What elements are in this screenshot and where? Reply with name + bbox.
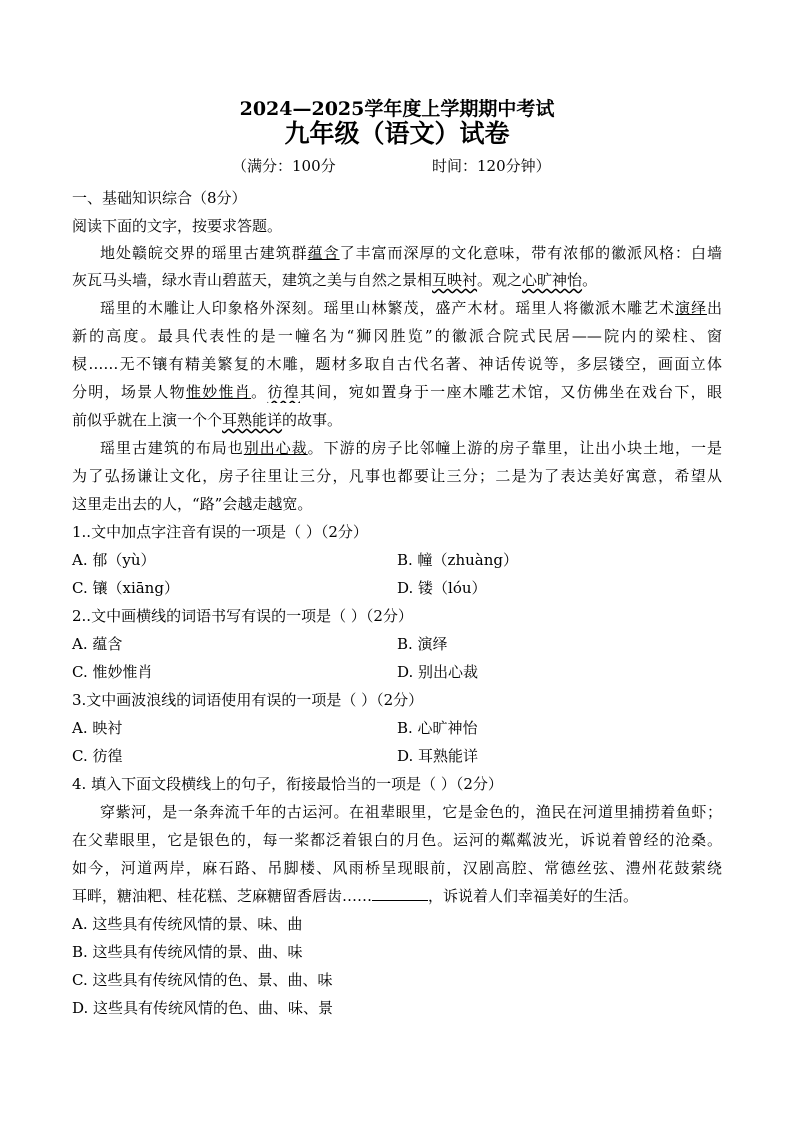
q2-option-b[interactable]: B. 演绎 bbox=[397, 635, 448, 653]
q3-option-a[interactable]: A. 映衬 bbox=[72, 719, 123, 737]
wavy-word: 耳熟能详 bbox=[222, 411, 283, 429]
q1-option-a[interactable]: A. 郁（yù） bbox=[72, 551, 156, 569]
section-heading: 一、基础知识综合（8分） bbox=[72, 189, 247, 207]
exam-title-year: 2024—2025学年度上学期期中考试 bbox=[239, 98, 555, 120]
dotted-character: 幢 bbox=[294, 327, 313, 345]
exam-title-subject: 九年级（语文）试卷 bbox=[284, 119, 510, 148]
wavy-word: 互映衬 bbox=[432, 271, 478, 289]
question-4-stem: 4. 填入下面文段横线上的句子，衔接最恰当的一项是（ ）（2分） bbox=[72, 775, 503, 793]
q1-option-d[interactable]: D. 镂（lóu） bbox=[397, 579, 487, 597]
passage-line: 瑶里的木雕让人印象格外深刻。瑶里山林繁茂，盛产木材。瑶里人将徽派木雕艺术演绎出 bbox=[100, 299, 722, 317]
underlined-word: 惟妙惟肖 bbox=[185, 383, 252, 401]
q4-option-a[interactable]: A. 这些具有传统风情的景、味、曲 bbox=[72, 915, 303, 933]
exam-time: 时间：120分钟） bbox=[432, 157, 551, 175]
dotted-character: 镂 bbox=[609, 355, 626, 373]
question-1-stem: 1..文中加点字注音有误的一项是（ ）（2分） bbox=[72, 523, 368, 541]
q2-option-c[interactable]: C. 惟妙惟肖 bbox=[72, 663, 153, 681]
q4-option-c[interactable]: C. 这些具有传统风情的色、景、曲、味 bbox=[72, 971, 333, 989]
q4-option-b[interactable]: B. 这些具有传统风情的景、曲、味 bbox=[72, 943, 303, 961]
passage-line: 这里走出去的人，“路”会越走越宽。 bbox=[72, 495, 313, 513]
q4-passage-line: 耳畔，糖油粑、桂花糕、芝麻糖留香唇齿…… ，诉说着人们幸福美好的生活。 bbox=[72, 887, 639, 905]
question-2-stem: 2..文中画横线的词语书写有误的一项是（ ）（2分） bbox=[72, 607, 413, 625]
q3-option-b[interactable]: B. 心旷神怡 bbox=[397, 719, 478, 737]
passage-line: 前似乎就在上演一个个耳熟能详的故事。 bbox=[72, 411, 343, 429]
passage-line: 瑶里古建筑的布局也别出心裁。下游的房子比邻幢上游的房子靠里，让出小块土地，一是 bbox=[100, 439, 722, 457]
q4-option-d[interactable]: D. 这些具有传统风情的色、曲、味、景 bbox=[72, 999, 334, 1017]
passage-line: 棂……无不镶有精美繁复的木雕，题材多取自古代名著、神话传说等，多层镂空，画面立体 bbox=[72, 355, 722, 373]
underlined-word: 蕴含 bbox=[307, 244, 340, 262]
dotted-character: 镶 bbox=[152, 355, 169, 373]
q1-option-c[interactable]: C. 镶（xiāng） bbox=[72, 579, 179, 597]
q3-option-d[interactable]: D. 耳熟能详 bbox=[397, 747, 479, 765]
underlined-word: 演绎 bbox=[675, 299, 707, 317]
reading-instruction: 阅读下面的文字，按要求答题。 bbox=[72, 217, 283, 235]
answer-blank[interactable] bbox=[372, 885, 428, 901]
q1-option-b[interactable]: B. 幢（zhuàng） bbox=[397, 551, 518, 569]
q3-option-c[interactable]: C. 彷徨 bbox=[72, 747, 123, 765]
q2-option-a[interactable]: A. 蕴含 bbox=[72, 635, 123, 653]
underlined-word: 别出心裁 bbox=[243, 439, 308, 457]
question-3-stem: 3.文中画波浪线的词语使用有误的一项是（ ）（2分） bbox=[72, 691, 424, 709]
passage-line: 分明，场景人物惟妙惟肖。彷徨其间，宛如置身于一座木雕艺术馆，又仿佛坐在戏台下，眼 bbox=[72, 383, 722, 401]
wavy-word: 彷徨 bbox=[267, 383, 300, 401]
passage-line: 地处赣皖交界的瑶里古建筑群蕴含了丰富而深厚的文化意味，带有浓郁的徽派风格：白墙 bbox=[100, 244, 722, 262]
q2-option-d[interactable]: D. 别出心裁 bbox=[397, 663, 479, 681]
wavy-word: 心旷神怡 bbox=[522, 271, 583, 289]
full-score: （满分：100分 bbox=[232, 157, 336, 175]
passage-line: 新的高度。最具代表性的是一幢名为“狮冈胜览”的徽派合院式民居——院内的梁柱、窗 bbox=[72, 327, 722, 345]
q4-passage-line: 如今，河道两岸，麻石路、吊脚楼、风雨桥呈现眼前，汉剧高腔、常德丝弦、澧州花鼓萦绕 bbox=[72, 859, 722, 877]
dotted-character: 郁 bbox=[579, 244, 596, 262]
q4-passage-line: 穿紫河，是一条奔流千年的古运河。在祖辈眼里，它是金色的，渔民在河道里捕捞着鱼虾； bbox=[100, 803, 722, 821]
passage-line: 为了弘扬谦让文化，房子往里让三分，凡事也都要让三分；二是为了表达美好寓意，希望从 bbox=[72, 467, 722, 485]
q4-passage-line: 在父辈眼里，它是银色的，每一桨都泛着银白的月色。运河的粼粼波光，诉说着曾经的沧桑。 bbox=[72, 831, 722, 849]
passage-line: 灰瓦马头墙，绿水青山碧蓝天，建筑之美与自然之景相互映衬。观之心旷神怡。 bbox=[72, 271, 598, 289]
